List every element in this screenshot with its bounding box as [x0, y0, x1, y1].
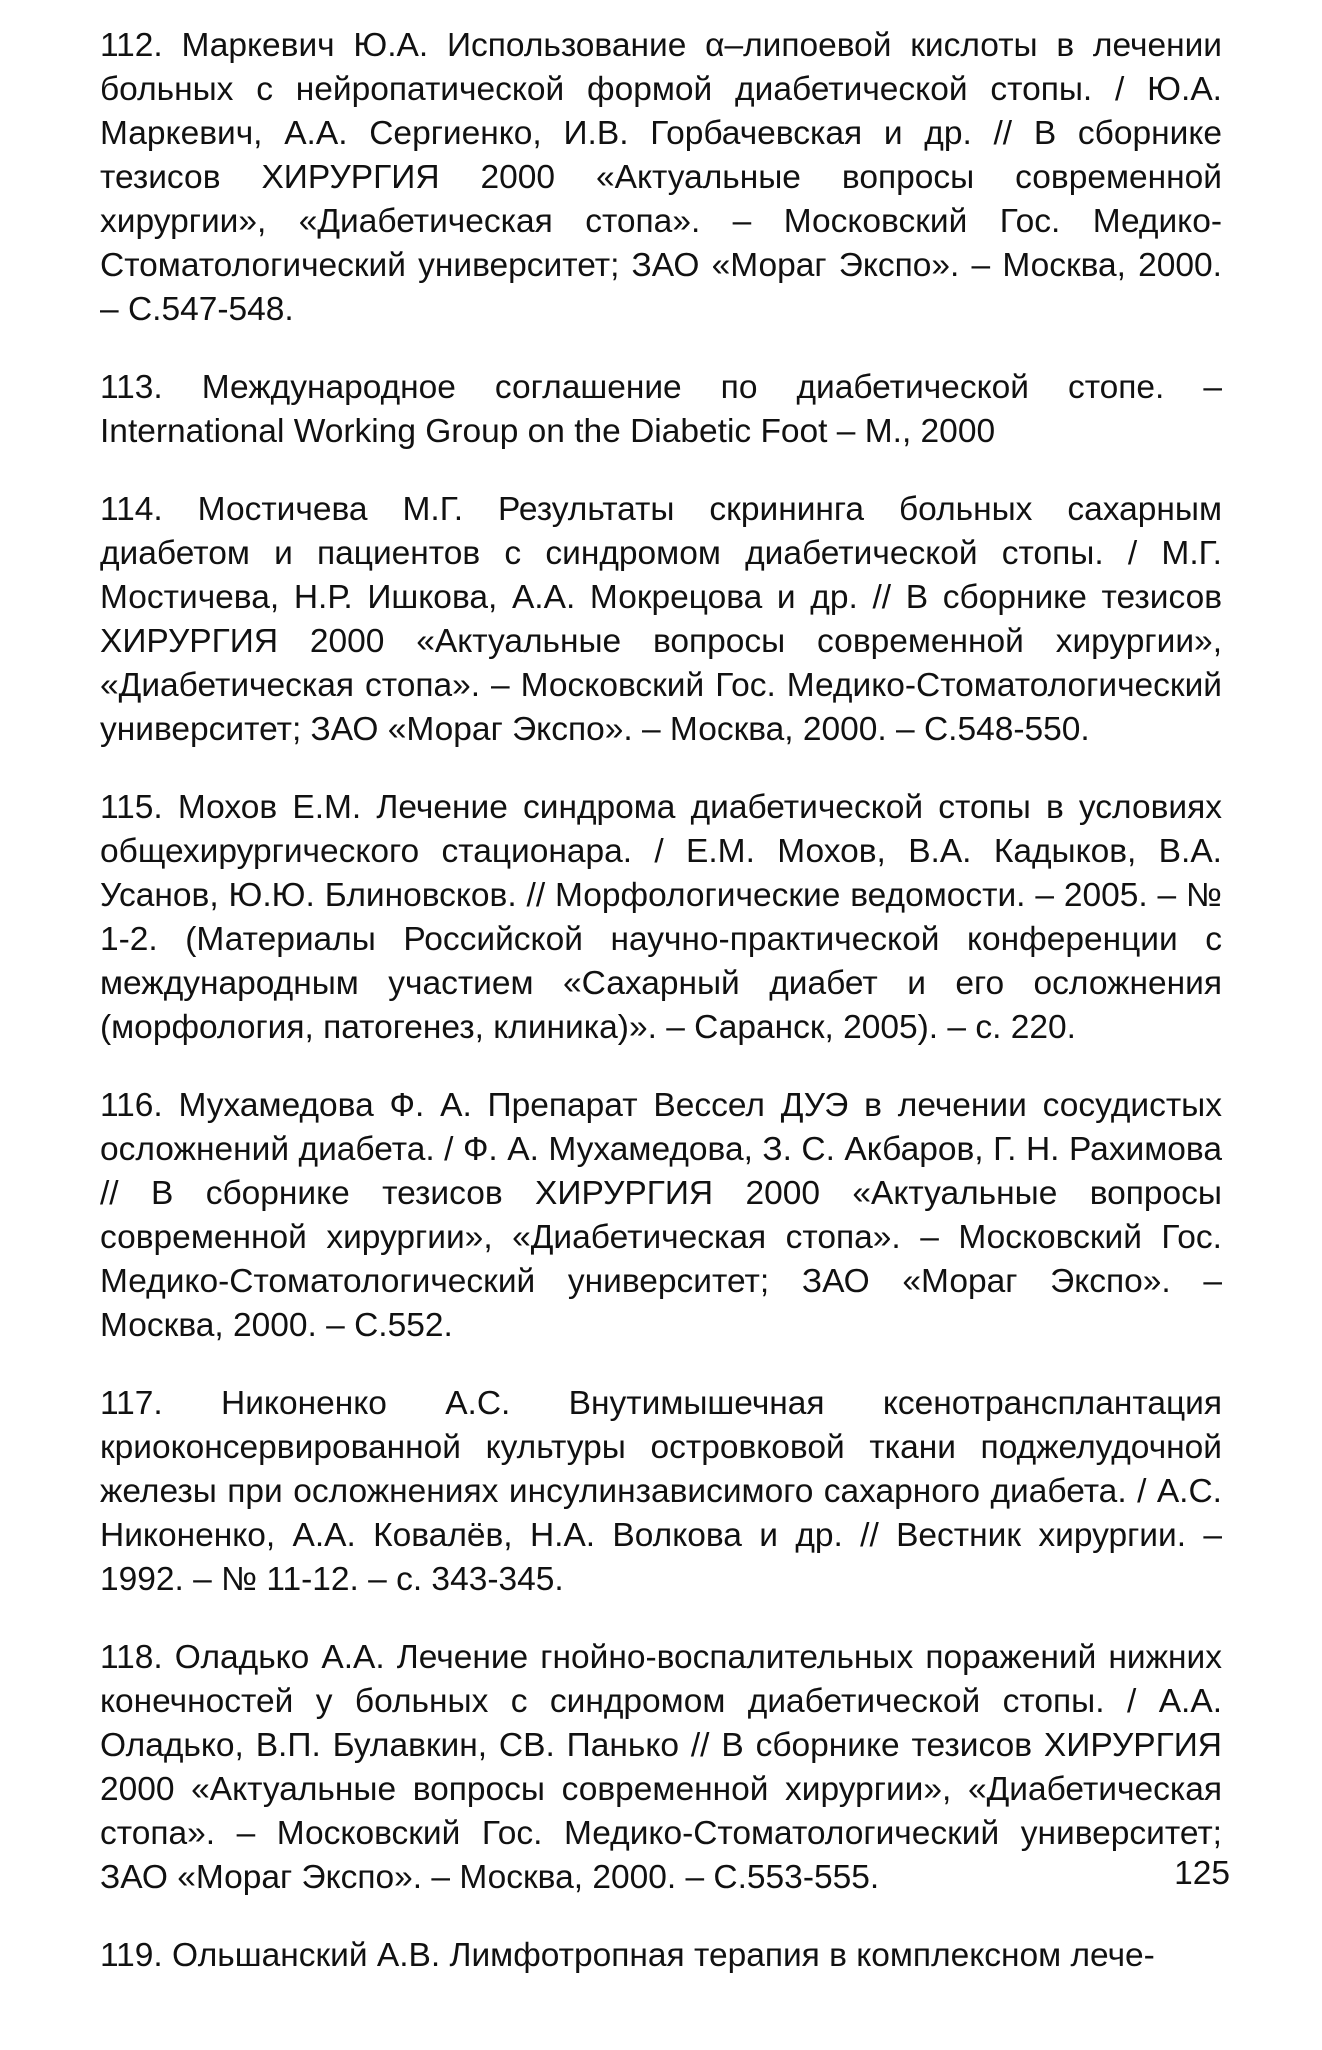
- reference-117: 117. Никоненко А.С. Внутимышечная ксенотрансплантация криоконсервированной культуры островковой ткани поджелудочной железы при осложнениях инсулинзависимого сахарного диабета. / А.С. Никоненко, А.А. Ковалёв, Н.А. Волкова и др. // Вестник хирургии. – 1992. – № 11-12. – с. 343-345.: [100, 1385, 1222, 1598]
- reference-list: [100, 24, 1222, 1978]
- reference-116: 116. Мухамедова Ф. А. Препарат Вессел ДУЭ в лечении сосудистых осложнений диабета. / Ф. А. Мухамедова, З. С. Акбаров, Г. Н. Рахимова // В сборнике тезисов ХИРУРГИЯ 2000 «Актуальные вопросы современной хирургии», «Диабетическая стопа». – Московский Гос. Медико-Стоматологический университет; ЗАО «Мораг Экспо». – Москва, 2000. – С.552.: [100, 1087, 1222, 1344]
- reference-118: 118. Оладько А.А. Лечение гнойно-воспалительных поражений нижних конечностей у больных с синдромом диабетической стопы. / А.А. Оладько, В.П. Булавкин, СВ. Панько // В сборнике тезисов ХИРУРГИЯ 2000 «Актуальные вопросы современной хирургии», «Диабетическая стопа». – Московский Гос. Медико-Стоматологический университет; ЗАО «Мораг Экспо». – Москва, 2000. – С.553-555.: [100, 1639, 1222, 1896]
- page-number: 125: [1174, 1855, 1230, 1892]
- reference-112: 112. Маркевич Ю.А. Использование α–липоевой кислоты в лечении больных с нейропатической формой диабетической стопы. / Ю.А. Маркевич, А.А. Сергиенко, И.В. Горбачевская и др. // В сборнике тезисов ХИРУРГИЯ 2000 «Актуальные вопросы современной хирургии», «Диабетическая стопа». – Московский Гос. Медико-Стоматологический университет; ЗАО «Мораг Экспо». – Москва, 2000. – С.547-548.: [100, 27, 1222, 328]
- reference-115: 115. Мохов Е.М. Лечение синдрома диабетической стопы в условиях общехирургического стационара. / Е.М. Мохов, В.А. Кадыков, В.А. Усанов, Ю.Ю. Блиновсков. // Морфологические ведомости. – 2005. – № 1-2. (Материалы Российской научно-практической конференции с международным участием «Сахарный диабет и его осложнения (морфология, патогенез, клиника)». – Саранск, 2005). – с. 220.: [100, 789, 1222, 1046]
- reference-113: 113. Международное соглашение по диабетической стопе. – International Working Group on the Diabetic Foot – М., 2000: [100, 369, 1222, 450]
- reference-114: 114. Мостичева М.Г. Результаты скрининга больных сахарным диабетом и пациентов с синдромом диабетической стопы. / М.Г. Мостичева, Н.Р. Ишкова, А.А. Мокрецова и др. // В сборнике тезисов ХИРУРГИЯ 2000 «Актуальные вопросы современной хирургии», «Диабетическая стопа». – Московский Гос. Медико-Стоматологический университет; ЗАО «Мораг Экспо». – Москва, 2000. – С.548-550.: [100, 491, 1222, 748]
- reference-119: 119. Ольшанский А.В. Лимфотропная терапия в комплексном лече-: [100, 1937, 1155, 1974]
